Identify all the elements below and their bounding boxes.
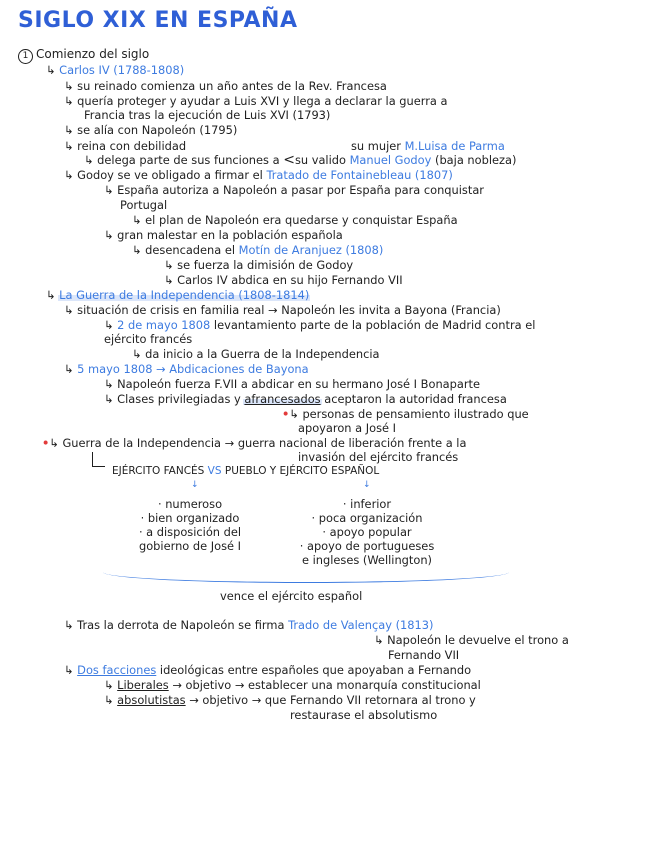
note-line: ↳ gran malestar en la población española [104,228,343,242]
note-line: ↳ el plan de Napoleón era quedarse y conquistar España [132,213,458,227]
note-line: ↳ La Guerra de la Independencia (1808-1814) [46,288,310,302]
spanish-army-traits: · inferior · poca organización · apoyo popular · apoyo de portugueses e ingleses (Wellington) [299,497,435,567]
note-line: ↳ quería proteger y ayudar a Luis XVI y llega a declarar la guerra a [64,94,448,108]
note-line: Francia tras la ejecución de Luis XVI (1793) [84,108,331,122]
note-line: ↳ su reinado comienza un año antes de la Rev. Francesa [64,79,387,93]
note-line: •↳ personas de pensamiento ilustrado que [282,407,529,421]
note-line: ↳ Napoleón fuerza F.VII a abdicar en su hermano José I Bonaparte [104,377,481,391]
note-line: su mujer M.Luisa de Parma [351,139,505,153]
bullet: • [282,407,290,421]
note-line: ↳ se fuerza la dimisión de Godoy [164,258,354,272]
note-line: ↳ Tras la derrota de Napoleón se firma Trado de Valençay (1813) [64,618,434,632]
note-line: ↳ Napoleón le devuelve el trono a [374,633,569,647]
note-line: restaurase el absolutismo [290,708,438,722]
note-line: ↳ reina con debilidad [64,139,187,153]
note-line: ↳ da inicio a la Guerra de la Independencia [132,347,380,361]
note-line: Portugal [120,198,168,212]
french-army-traits: · numeroso · bien organizado · a disposición del gobierno de José I [138,497,242,553]
section-number: 1 [18,49,33,64]
section-heading [18,47,149,64]
note-line: ↳ Liberales → objetivo → establecer una monarquía constitucional [104,678,481,692]
summary-brace [103,570,509,583]
arrow-down-icon: ↓ [363,480,371,490]
note-line: ↳ se alía con Napoleón (1795) [64,123,238,137]
note-line: ↳ situación de crisis en familia real → Napoleón les invita a Bayona (Francia) [64,303,501,317]
section-title: Comienzo del siglo [36,47,150,61]
note-line: ↳ Carlos IV abdica en su hijo Fernando VII [164,273,403,287]
note-line: invasión del ejército francés [298,450,459,464]
note-line: ↳ 2 de mayo 1808 levantamiento parte de la población de Madrid contra el [104,318,536,332]
note-line: •↳ Guerra de la Independencia → guerra nacional de liberación frente a la [42,436,467,450]
note-line: ↳ 5 mayo 1808 → Abdicaciones de Bayona [64,362,309,376]
note-line: ↳ España autoriza a Napoleón a pasar por España para conquistar [104,183,484,197]
note-line: Fernando VII [388,648,460,662]
verdict: vence el ejército español [220,589,363,603]
arrow-down-icon: ↓ [191,480,199,490]
note-line: ejército francés [104,332,193,346]
note-line: ↳ Clases privilegiadas y afrancesados aceptaron la autoridad francesa [104,392,507,406]
arrow-hook [92,452,105,467]
note-line: ↳ Godoy se ve obligado a firmar el Tratado de Fontainebleau (1807) [64,168,453,182]
note-line: ↳ Dos facciones ideológicas entre españoles que apoyaban a Fernando [64,663,472,677]
note-line: ↳ delega parte de sus funciones a <su valido Manuel Godoy (baja nobleza) [84,152,517,168]
page-title: SIGLO XIX EN ESPAÑA [18,8,298,33]
note-line: ↳ absolutistas → objetivo → que Fernando VII retornara al trono y [104,693,476,707]
note-line: apoyaron a José I [298,421,396,435]
bullet: • [42,436,50,450]
note-line: ↳ Carlos IV (1788-1808) [46,63,185,77]
comparison-header: EJÉRCITO FANCÉS VS PUEBLO Y EJÉRCITO ESPAÑOL [112,465,380,477]
note-line: ↳ desencadena el Motín de Aranjuez (1808) [132,243,384,257]
